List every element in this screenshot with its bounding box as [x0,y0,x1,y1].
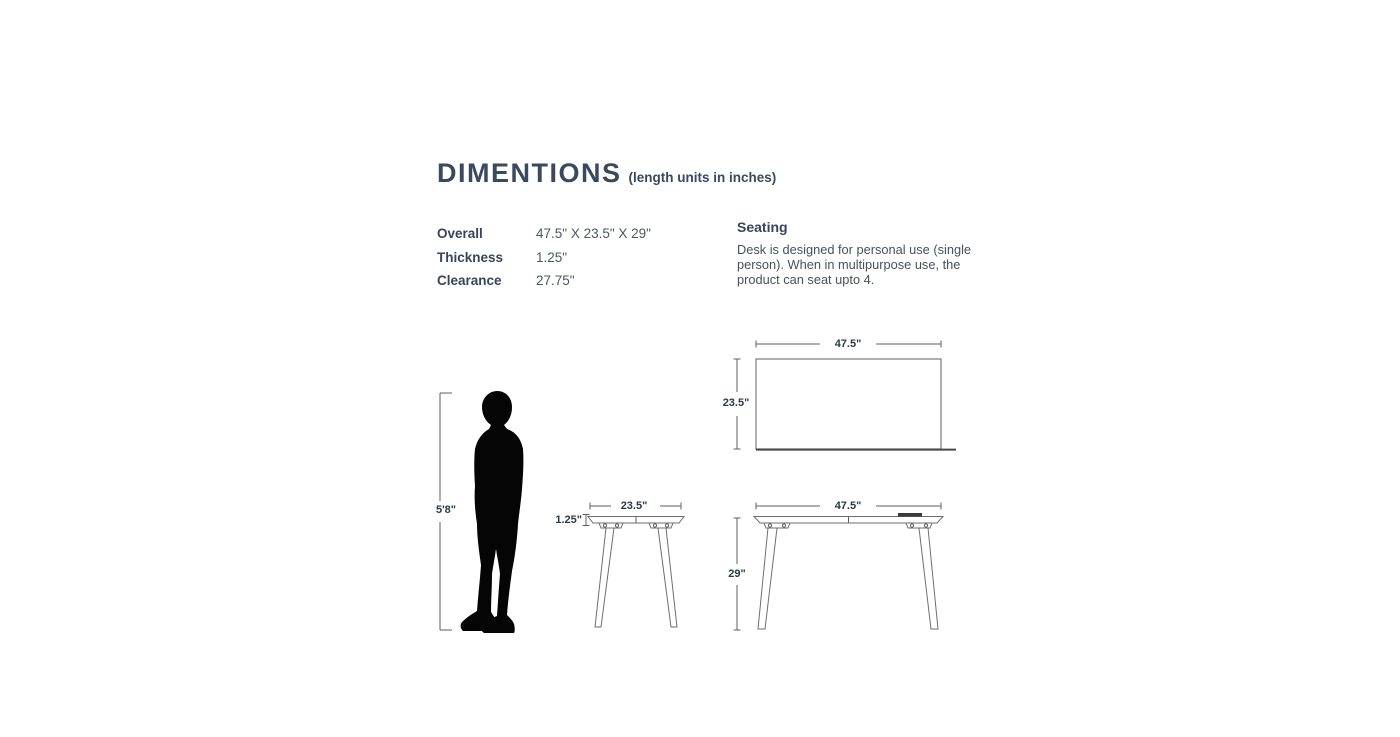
side-view-left-leg [595,528,614,627]
side-view-drawing [583,503,685,628]
top-view-outline [756,359,941,449]
front-view-grommet [898,513,922,517]
spec-label: Clearance [437,272,502,288]
page-title: DIMENTIONS [437,158,622,188]
side-view-thickness-label: 1.25" [555,514,582,526]
side-view-width-label: 23.5" [620,500,648,512]
spec-value: 1.25" [536,249,568,265]
side-view-right-leg [658,528,677,627]
specs-table [437,222,737,292]
top-view-depth-label: 23.5" [722,397,750,409]
front-view-height-label: 29" [728,568,746,580]
front-view-left-leg [758,528,777,629]
human-silhouette [461,391,524,633]
spec-row-thickness [437,245,737,268]
figure-height-label: 5'8" [435,504,457,516]
side-view-right-bracket [649,523,673,528]
side-view-left-bracket [599,523,623,528]
front-view-right-leg [919,528,938,629]
spec-row-clearance [437,269,737,292]
seating-body: Desk is designed for personal use (single person). When in multipurpose use, the product can seat upto 4. [737,242,972,288]
front-view-drawing [734,503,944,631]
seating-section [737,219,977,288]
spec-label: Overall [437,226,483,242]
top-view-drawing [734,341,957,450]
spec-label: Thickness [437,249,504,265]
spec-value: 27.75" [536,272,575,288]
top-view-width-label: 47.5" [834,338,862,350]
page-header [437,158,776,189]
page-subtitle: (length units in inches) [628,170,777,185]
front-view-width-label: 47.5" [834,500,862,512]
spec-value: 47.5" X 23.5" X 29" [536,226,651,242]
spec-row-overall [437,222,737,245]
seating-heading: Seating [737,219,788,235]
